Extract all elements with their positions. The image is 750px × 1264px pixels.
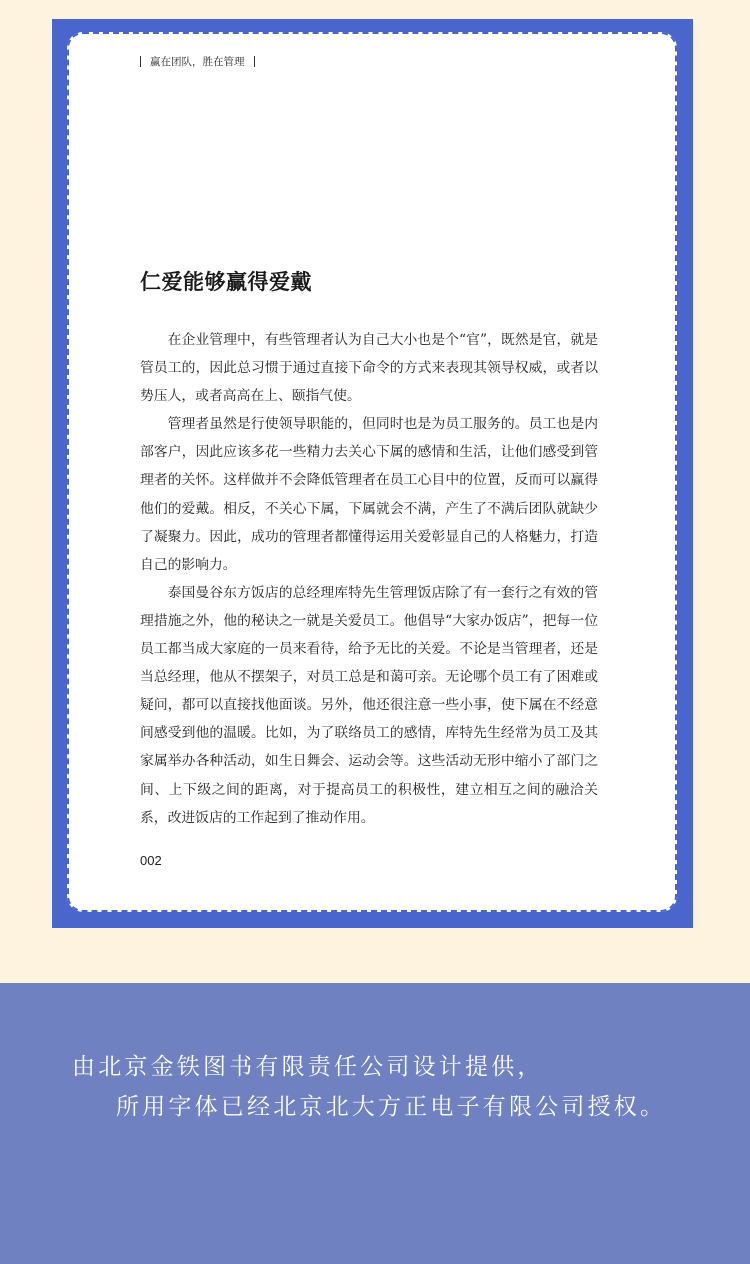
running-head-text: 赢在团队，胜在管理 bbox=[150, 55, 245, 68]
paragraph: 泰国曼谷东方饭店的总经理库特先生管理饭店除了有一套行之有效的管理措施之外，他的秘诀之一就是关爱员工。他倡导“大家办饭店”，把每一位员工都当成大家庭的一员来看待，给予无比的关爱。不论是当管理者，还是当总经理，他从不摆架子，对员工总是和蔼可亲。无论哪个员工有了困难或疑问，都可以直接找他面谈。另外，他还很注意一些小事，使下属在不经意间感受到他的温暖。比如，为了联络员工的感情，库特先生经常为员工及其家属举办各种活动，如生日舞会、运动会等。这些活动无形中缩小了部门之间、上下级之间的距离，对于提高员工的积极性，建立相互之间的融洽关系，改进饭店的工作起到了推动作用。 bbox=[140, 584, 598, 826]
credit-line-design: 由北京金铁图书有限责任公司设计提供， bbox=[72, 1054, 544, 1080]
paragraph: 在企业管理中，有些管理者认为自己大小也是个“官”，既然是官，就是管员工的，因此总习惯于通过直接下命令的方式来表现其领导权威，或者以势压人，或者高高在上、颐指气使。 bbox=[140, 332, 598, 405]
page-number: 002 bbox=[140, 853, 162, 868]
chapter-title: 仁爱能够赢得爱戴 bbox=[140, 270, 312, 294]
running-head-right-bar bbox=[254, 56, 255, 67]
paragraph: 管理者虽然是行使领导职能的，但同时也是为员工服务的。员工也是内部客户，因此应该多花一些精力去关心下属的感情和生活，让他们感受到管理者的关怀。这样做并不会降低管理者在员工心目中的位置，反而可以赢得他们的爱戴。相反，不关心下属，下属就会不满，产生了不满后团队就缺少了凝聚力。因此，成功的管理者都懂得运用关爱彰显自己的人格魅力，打造自己的影响力。 bbox=[140, 416, 598, 573]
credit-line-font-license: 所用字体已经北京北大方正电子有限公司授权。 bbox=[116, 1094, 667, 1120]
body-text bbox=[140, 326, 598, 832]
footer-credits bbox=[0, 983, 750, 1264]
running-head bbox=[140, 53, 255, 69]
running-head-left-bar bbox=[140, 56, 141, 67]
